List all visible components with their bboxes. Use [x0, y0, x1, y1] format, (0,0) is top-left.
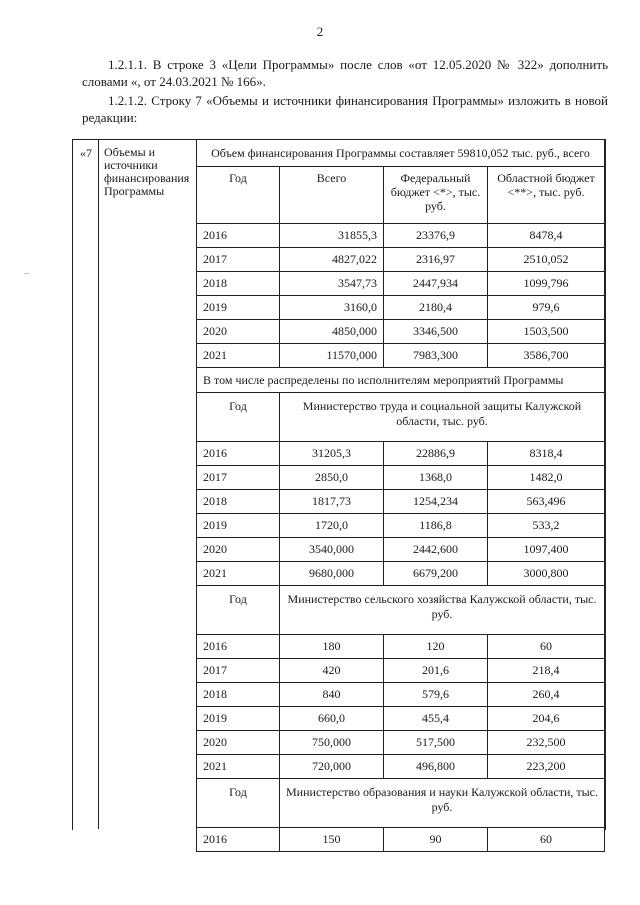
table-cell: 150 [280, 828, 384, 852]
table-cell: 23376,9 [384, 224, 488, 248]
table-cell: 517,500 [384, 731, 488, 755]
table-cell: 720,000 [280, 755, 384, 779]
table-cell: 2016 [197, 224, 280, 248]
table-row [197, 344, 605, 368]
table-cell: 2016 [197, 828, 280, 852]
table-row [197, 828, 605, 852]
column-header: Год [197, 167, 280, 224]
table-cell: 496,800 [384, 755, 488, 779]
table-row [197, 562, 605, 586]
table-cell: 2316,97 [384, 248, 488, 272]
table-cell: 3586,700 [488, 344, 605, 368]
table-cell: 7983,300 [384, 344, 488, 368]
table-cell: 120 [384, 635, 488, 659]
table-cell: 232,500 [488, 731, 605, 755]
executor-header-row [197, 393, 605, 442]
table-cell: 2017 [197, 466, 280, 490]
table-cell: 563,496 [488, 490, 605, 514]
table-cell: 1186,8 [384, 514, 488, 538]
table-cell: 2018 [197, 272, 280, 296]
table-row [197, 514, 605, 538]
table-cell: 218,4 [488, 659, 605, 683]
table-cell: 2018 [197, 490, 280, 514]
page-number: 2 [316, 24, 324, 39]
table-row [197, 248, 605, 272]
column-header: Всего [280, 167, 384, 224]
table-cell: 1099,796 [488, 272, 605, 296]
table-row [197, 296, 605, 320]
table-cell: 90 [384, 828, 488, 852]
table-cell: 2019 [197, 514, 280, 538]
column-header: Федеральный бюджет <*>, тыс. руб. [384, 167, 488, 224]
table-cell: 180 [280, 635, 384, 659]
table-cell: 2021 [197, 344, 280, 368]
table-row [197, 659, 605, 683]
table-cell: 1482,0 [488, 466, 605, 490]
table-cell: 3547,73 [280, 272, 384, 296]
table-cell: 223,200 [488, 755, 605, 779]
table-cell: 2021 [197, 562, 280, 586]
table-row [197, 538, 605, 562]
table-cell: 2021 [197, 755, 280, 779]
table-cell: 420 [280, 659, 384, 683]
table-row [197, 320, 605, 344]
column-divider [98, 139, 99, 829]
table-cell: 2180,4 [384, 296, 488, 320]
table-cell: 2020 [197, 731, 280, 755]
table-cell: 2447,934 [384, 272, 488, 296]
table-cell: 2442,600 [384, 538, 488, 562]
subtitle-row [197, 368, 605, 393]
table-cell: 3000,800 [488, 562, 605, 586]
row-number: «7 [80, 146, 92, 160]
table-cell: 6679,200 [384, 562, 488, 586]
table-header-row [197, 167, 605, 224]
table-cell: 1368,0 [384, 466, 488, 490]
table-row [197, 272, 605, 296]
table-row [197, 466, 605, 490]
executor-header-row [197, 586, 605, 635]
table-cell: 3346,500 [384, 320, 488, 344]
table-title: Объем финансирования Программы составляет 59810,052 тыс. руб., всего [197, 140, 605, 167]
table-cell: 533,2 [488, 514, 605, 538]
table-row [197, 707, 605, 731]
executor-header-row [197, 779, 605, 828]
table-cell: 2017 [197, 248, 280, 272]
table-cell: 4827,022 [280, 248, 384, 272]
table-cell: 1503,500 [488, 320, 605, 344]
table-row [197, 442, 605, 466]
table-cell: 660,0 [280, 707, 384, 731]
table-row [197, 755, 605, 779]
table-cell: 31855,3 [280, 224, 384, 248]
table-cell: 11570,000 [280, 344, 384, 368]
table-cell: 2016 [197, 442, 280, 466]
table-subtitle: В том числе распределены по исполнителям мероприятий Программы [197, 368, 605, 393]
table-cell: 2850,0 [280, 466, 384, 490]
paragraph-1-text: 1.2.1.1. В строке 3 «Цели Программы» после слов «от 12.05.2020 № 322» дополнить словами «, от 24.03.2021 № 166». [82, 57, 608, 89]
table-cell: 1817,73 [280, 490, 384, 514]
table-cell: 750,000 [280, 731, 384, 755]
paragraph-2-text: 1.2.1.2. Строку 7 «Объемы и источники финансирования Программы» изложить в новой редакции: [82, 93, 608, 125]
table-cell: 201,6 [384, 659, 488, 683]
table-row [197, 490, 605, 514]
table-cell: 60 [488, 635, 605, 659]
table-cell: 2510,052 [488, 248, 605, 272]
table-cell: 2018 [197, 683, 280, 707]
financing-table [196, 139, 605, 852]
table-cell: 2019 [197, 296, 280, 320]
table-cell: 840 [280, 683, 384, 707]
table-cell: 3160,0 [280, 296, 384, 320]
table-cell: 31205,3 [280, 442, 384, 466]
paragraph-2 [82, 92, 608, 126]
executor-name: Министерство образования и науки Калужской области, тыс. руб. [280, 779, 605, 828]
table-cell: 260,4 [488, 683, 605, 707]
table-cell: 455,4 [384, 707, 488, 731]
year-header: Год [197, 393, 280, 442]
year-header: Год [197, 586, 280, 635]
executor-name: Министерство сельского хозяйства Калужской области, тыс. руб. [280, 586, 605, 635]
row-label: Объемы и источники финансирования Программы [104, 145, 190, 198]
table-row [197, 224, 605, 248]
table-title-row [197, 140, 605, 167]
paragraph-1 [82, 56, 608, 90]
table-cell: 2017 [197, 659, 280, 683]
table-row [197, 731, 605, 755]
table-cell: 3540,000 [280, 538, 384, 562]
table-cell: 8478,4 [488, 224, 605, 248]
table-cell: 1097,400 [488, 538, 605, 562]
table-cell: 2020 [197, 538, 280, 562]
table-row [197, 683, 605, 707]
executor-name: Министерство труда и социальной защиты Калужской области, тыс. руб. [280, 393, 605, 442]
table-cell: 1254,234 [384, 490, 488, 514]
column-header: Областной бюджет <**>, тыс. руб. [488, 167, 605, 224]
table-cell: 579,6 [384, 683, 488, 707]
table-cell: 2016 [197, 635, 280, 659]
year-header: Год [197, 779, 280, 828]
table-cell: 204,6 [488, 707, 605, 731]
table-cell: 60 [488, 828, 605, 852]
table-row [197, 635, 605, 659]
table-cell: 1720,0 [280, 514, 384, 538]
table-cell: 9680,000 [280, 562, 384, 586]
table-cell: 4850,000 [280, 320, 384, 344]
table-cell: 22886,9 [384, 442, 488, 466]
scan-mark: – [24, 268, 29, 279]
table-cell: 2019 [197, 707, 280, 731]
table-cell: 2020 [197, 320, 280, 344]
table-cell: 8318,4 [488, 442, 605, 466]
table-cell: 979,6 [488, 296, 605, 320]
